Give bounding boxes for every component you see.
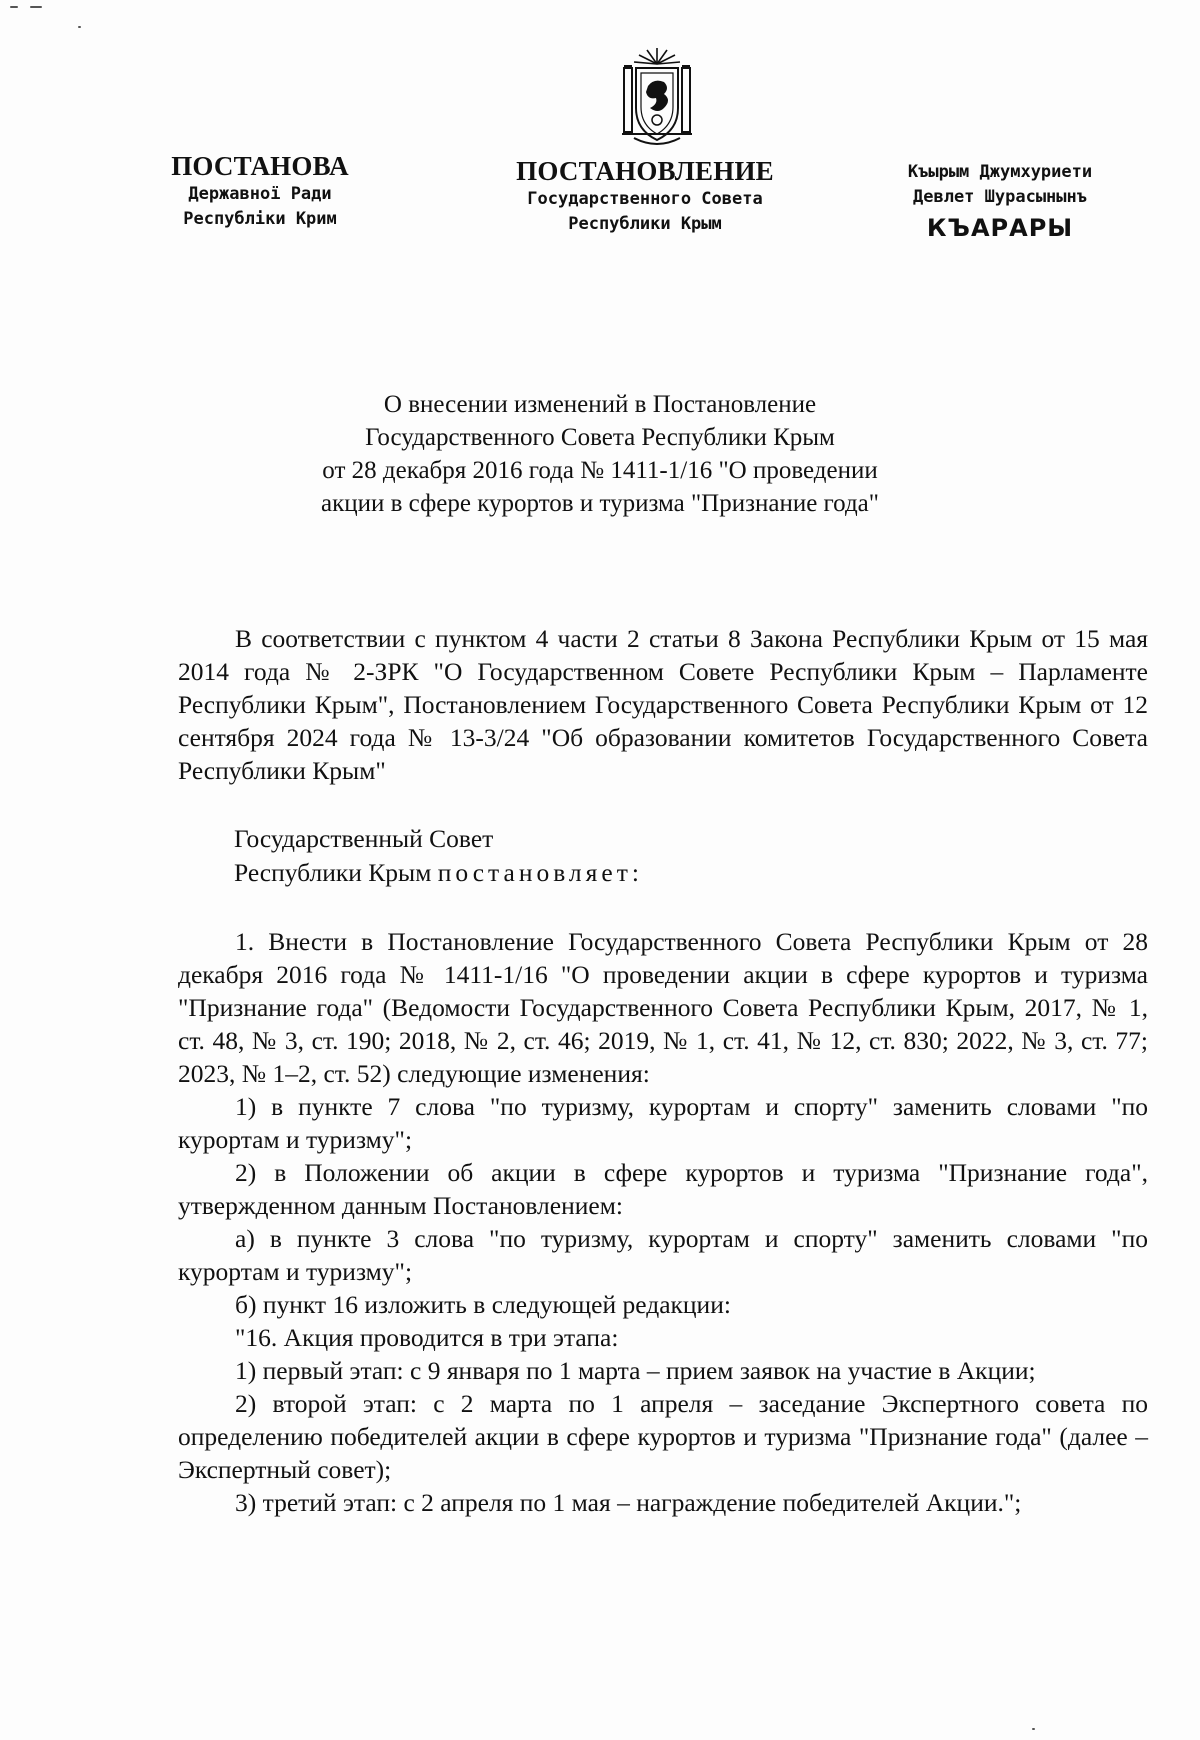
item-paragraph: 1) первый этап: с 9 января по 1 марта – прием заявок на участие в Акции; (235, 1356, 1036, 1385)
item-paragraph: 3) третий этап: с 2 апреля по 1 мая – награждение победителей Акции."; (235, 1488, 1022, 1517)
item-paragraph: а) в пункте 3 слова "по туризму, курортам и спорту" заменить словами "по курортам и туризму"; (178, 1224, 1148, 1286)
document-subject (300, 388, 900, 520)
header-line-ru-1: Государственного Совета (527, 189, 763, 209)
council-region: Республики Крым (234, 858, 432, 887)
scan-speck (78, 26, 81, 28)
subject-line: акции в сфере курортов и туризма "Признание года" (321, 490, 879, 517)
item-paragraph: "16. Акция проводится в три этапа: (235, 1323, 619, 1352)
scan-speck (10, 6, 18, 8)
header-title-uk: ПОСТАНОВА (171, 151, 349, 181)
resolution-items (178, 925, 1148, 1519)
council-resolves-line (234, 856, 643, 890)
item-paragraph: 1. Внести в Постановление Государственного Совета Республики Крым от 28 декабря 2016 года № 1411-1/16 "О проведении акции в сфере курортов и туризма "Признание года" (Ведомости Государственного Совета Республики Крым, 2017, № 1, ст. 48, № 3, ст. 190; 2018, № 2, ст. 46; 2019, № 1, ст. 41, № 12, ст. 830; 2022, № 3, ст. 77; 2023, № 1–2, ст. 52) следующие изменения: (178, 927, 1148, 1088)
council-name: Государственный Совет (234, 824, 494, 853)
header-ukrainian (160, 150, 360, 232)
subject-line: Государственного Совета Республики Крым (365, 424, 835, 451)
header-crimean-tatar (860, 160, 1140, 244)
header-line-uk-1: Державної Ради (188, 184, 332, 204)
item-paragraph: 2) в Положении об акции в сфере курортов и туризма "Признание года", утвержденном данным Постановлением: (178, 1158, 1148, 1220)
header-line-ct-2: Девлет Шурасынынъ (913, 187, 1087, 207)
coat-of-arms-icon (614, 42, 700, 150)
preamble-paragraph: В соответствии с пунктом 4 части 2 статьи 8 Закона Республики Крым от 15 мая 2014 года № 2-ЗРК "О Государственном Совете Республики Крым – Парламенте Республики Крым", Постановлением Государственного Совета Республики Крым от 12 сентября 2024 года № 13-3/24 "Об образовании комитетов Государственного Совета Республики Крым" (178, 624, 1148, 785)
council-resolution (234, 822, 643, 890)
header-russian (490, 155, 800, 237)
item-paragraph: 2) второй этап: с 2 марта по 1 апреля – заседание Экспертного совета по определению победителей акции в сфере курортов и туризма "Признание года" (далее – Экспертный совет); (178, 1389, 1148, 1484)
scan-speck (30, 6, 42, 8)
header-title-ru: ПОСТАНОВЛЕНИЕ (516, 156, 774, 186)
subject-line: от 28 декабря 2016 года № 1411-1/16 "О проведении (322, 457, 878, 484)
preamble (178, 622, 1148, 787)
header-line-uk-2: Республіки Крим (183, 209, 337, 229)
subject-line: О внесении изменений в Постановление (383, 391, 817, 418)
header-title-ct: КЪАРАРЫ (926, 214, 1074, 242)
item-paragraph: 1) в пункте 7 слова "по туризму, курортам и спорту" заменить словами "по курортам и туризму"; (178, 1092, 1148, 1154)
header-line-ct-1: Къырым Джумхуриети (907, 162, 1093, 182)
header-line-ru-2: Республики Крым (568, 214, 722, 234)
scan-speck (1032, 1728, 1035, 1730)
item-paragraph: б) пункт 16 изложить в следующей редакции: (235, 1290, 731, 1319)
resolves-word: постановляет: (437, 858, 643, 887)
